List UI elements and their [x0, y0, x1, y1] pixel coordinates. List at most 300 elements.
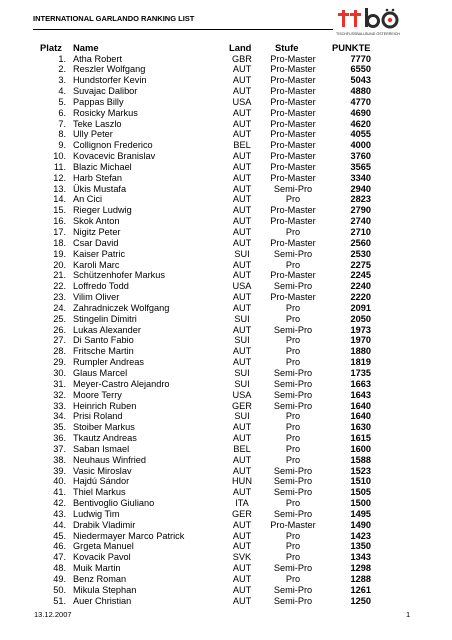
points-cell: 1505	[350, 487, 371, 498]
name-cell: Kovacevic Branislav	[73, 151, 156, 162]
level-cell: Pro	[285, 422, 301, 433]
document-title: INTERNATIONAL GARLANDO RANKING LIST	[33, 14, 195, 23]
table-row	[0, 422, 452, 433]
name-cell: Thiel Markus	[73, 487, 126, 498]
name-cell: Skok Anton	[73, 216, 120, 227]
table-row	[0, 476, 452, 487]
table-row	[0, 368, 452, 379]
level-cell: Pro	[285, 433, 301, 444]
name-cell: Zahradniczek Wolfgang	[73, 302, 170, 313]
points-cell: 1261	[350, 584, 371, 595]
rank-cell: 13.	[53, 183, 66, 194]
country-cell: AUT	[232, 346, 252, 357]
rank-cell: 6.	[58, 107, 66, 118]
level-cell: Pro-Master	[270, 129, 316, 140]
level-cell: Pro-Master	[270, 53, 316, 64]
name-cell: Vasic Miroslav	[73, 465, 132, 476]
name-cell: Vilim Oliver	[73, 292, 120, 303]
points-cell: 1423	[350, 530, 371, 541]
table-row	[0, 596, 452, 607]
level-cell: Semi-Pro	[273, 183, 313, 194]
country-cell: AUT	[232, 227, 252, 237]
points-cell: 1250	[350, 595, 371, 606]
rank-cell: 43.	[53, 508, 66, 519]
name-cell: Pappas Billy	[73, 96, 124, 107]
country-cell: AUT	[232, 270, 252, 281]
country-cell: AUT	[232, 107, 252, 118]
name-cell: Lukas Alexander	[73, 324, 141, 335]
rank-cell: 29.	[53, 357, 66, 368]
rank-cell: 12.	[53, 172, 66, 183]
rank-cell: 19.	[53, 248, 66, 259]
country-cell: AUT	[232, 172, 252, 183]
name-cell: Moore Terry	[73, 389, 122, 400]
country-cell: AUT	[232, 129, 252, 140]
table-row	[0, 487, 452, 498]
level-cell: Semi-Pro	[273, 248, 313, 259]
points-cell: 2091	[350, 302, 371, 313]
points-cell: 1600	[350, 443, 371, 454]
country-cell: SUI	[234, 367, 250, 378]
name-cell: Suvajac Dalibor	[73, 86, 138, 97]
rank-cell: 8.	[58, 129, 66, 140]
name-cell: Rieger Ludwig	[73, 205, 132, 216]
table-row	[0, 97, 452, 108]
name-cell: Heinrich Ruben	[73, 400, 137, 411]
table-row	[0, 86, 452, 97]
rank-cell: 20.	[53, 259, 66, 270]
table-row	[0, 162, 452, 173]
ranking-table	[0, 54, 452, 607]
level-cell: Pro-Master	[270, 205, 316, 216]
points-cell: 4690	[350, 107, 371, 118]
points-cell: 6550	[350, 64, 371, 75]
rank-cell: 40.	[53, 476, 66, 487]
country-cell: SUI	[234, 335, 250, 346]
country-cell: AUT	[232, 584, 252, 595]
name-cell: Tkautz Andreas	[73, 433, 137, 444]
table-row	[0, 184, 452, 195]
level-cell: Semi-Pro	[273, 508, 313, 519]
country-cell: AUT	[232, 86, 252, 97]
table-row	[0, 249, 452, 260]
name-cell: Glaus Marcel	[73, 367, 128, 378]
level-cell: Semi-Pro	[273, 476, 313, 487]
rank-cell: 46.	[53, 541, 66, 552]
country-cell: AUT	[232, 454, 252, 465]
country-cell: AUT	[232, 302, 252, 313]
name-cell: Teke Laszlo	[73, 118, 122, 129]
table-row	[0, 357, 452, 368]
rank-cell: 44.	[53, 519, 66, 530]
name-cell: Meyer-Castro Alejandro	[73, 378, 170, 389]
level-cell: Pro	[285, 313, 301, 324]
logo-subtext: TISCHFUSSBALLBUND ÖSTERREICH	[336, 32, 400, 36]
table-row	[0, 401, 452, 412]
level-cell: Semi-Pro	[273, 595, 313, 606]
level-cell: Pro	[285, 530, 301, 541]
rank-cell: 25.	[53, 313, 66, 324]
country-cell: SUI	[234, 313, 250, 324]
country-cell: AUT	[232, 595, 252, 606]
rank-cell: 31.	[53, 378, 66, 389]
country-cell: AUT	[232, 357, 252, 368]
points-cell: 2940	[350, 183, 371, 194]
name-cell: Rumpler Andreas	[73, 357, 144, 368]
level-cell: Pro	[285, 411, 301, 422]
rank-cell: 9.	[58, 140, 66, 151]
table-row	[0, 129, 452, 140]
name-cell: Kaiser Patric	[73, 248, 126, 259]
name-cell: Rosicky Markus	[73, 107, 138, 118]
points-cell: 1588	[350, 454, 371, 465]
logo-mark	[338, 8, 397, 27]
points-cell: 7770	[350, 53, 371, 64]
country-cell: SUI	[234, 378, 250, 389]
name-cell: Fritsche Martin	[73, 346, 134, 357]
rank-cell: 36.	[53, 433, 66, 444]
country-cell: GER	[232, 400, 252, 411]
points-cell: 1510	[350, 476, 371, 487]
points-cell: 1298	[350, 563, 371, 574]
name-cell: Saban Ismael	[73, 443, 130, 454]
name-cell: Niedermayer Marco Patrick	[73, 530, 185, 541]
country-cell: USA	[232, 96, 252, 107]
table-row	[0, 433, 452, 444]
rank-cell: 15.	[53, 205, 66, 216]
points-cell: 3340	[350, 172, 371, 183]
country-cell: SUI	[234, 411, 250, 422]
country-cell: AUT	[232, 519, 252, 530]
table-row	[0, 64, 452, 75]
country-cell: SUI	[234, 248, 250, 259]
level-cell: Pro	[285, 194, 301, 205]
country-cell: AUT	[232, 118, 252, 129]
level-cell: Semi-Pro	[273, 584, 313, 595]
level-cell: Pro	[285, 574, 301, 584]
level-cell: Pro-Master	[270, 64, 316, 75]
rank-cell: 51.	[53, 595, 66, 606]
country-cell: AUT	[232, 574, 252, 584]
points-cell: 1970	[350, 335, 371, 346]
points-cell: 4620	[350, 118, 371, 129]
points-cell: 2740	[350, 216, 371, 227]
name-cell: Bentivoglio Giuliano	[73, 498, 155, 509]
points-cell: 3760	[350, 151, 371, 162]
table-row	[0, 390, 452, 401]
name-cell: Prisi Roland	[73, 411, 123, 422]
level-cell: Semi-Pro	[273, 378, 313, 389]
rank-cell: 38.	[53, 454, 66, 465]
level-cell: Pro-Master	[270, 519, 316, 530]
table-row	[0, 563, 452, 574]
col-header-points: PUNKTE	[332, 42, 371, 53]
table-row	[0, 379, 452, 390]
points-cell: 2560	[350, 237, 371, 248]
rank-cell: 34.	[53, 411, 66, 422]
rank-cell: 42.	[53, 498, 66, 509]
table-row	[0, 552, 452, 563]
rank-cell: 18.	[53, 237, 66, 248]
table-row	[0, 227, 452, 238]
points-cell: 2275	[350, 259, 371, 270]
level-cell: Pro-Master	[270, 107, 316, 118]
name-cell: Muik Martin	[73, 563, 121, 574]
level-cell: Pro-Master	[270, 118, 316, 129]
name-cell: Neuhaus Winfried	[73, 454, 147, 465]
country-cell: BEL	[233, 140, 251, 151]
table-row	[0, 444, 452, 455]
name-cell: Csar David	[73, 237, 119, 248]
rank-cell: 22.	[53, 281, 66, 292]
country-cell: AUT	[232, 75, 252, 86]
level-cell: Pro-Master	[270, 151, 316, 162]
country-cell: AUT	[232, 205, 252, 216]
rank-cell: 17.	[53, 227, 66, 237]
level-cell: Pro	[285, 259, 301, 270]
col-header-country: Land	[229, 42, 252, 53]
table-row	[0, 509, 452, 520]
points-cell: 4880	[350, 86, 371, 97]
name-cell: Harb Stefan	[73, 172, 123, 183]
name-cell: Benz Roman	[73, 574, 127, 584]
rank-cell: 32.	[53, 389, 66, 400]
rank-cell: 2.	[58, 64, 66, 75]
rank-cell: 33.	[53, 400, 66, 411]
rank-cell: 39.	[53, 465, 66, 476]
table-row	[0, 238, 452, 249]
rank-cell: 35.	[53, 422, 66, 433]
country-cell: AUT	[232, 161, 252, 172]
level-cell: Pro-Master	[270, 270, 316, 281]
name-cell: Mikula Stephan	[73, 584, 137, 595]
rank-cell: 45.	[53, 530, 66, 541]
points-cell: 1880	[350, 346, 371, 357]
country-cell: GBR	[232, 53, 252, 64]
name-cell: Grgeta Manuel	[73, 541, 134, 552]
table-row	[0, 466, 452, 477]
table-row	[0, 119, 452, 130]
points-cell: 1640	[350, 411, 371, 422]
name-cell: Stingelin Dimitri	[73, 313, 137, 324]
rank-cell: 27.	[53, 335, 66, 346]
rank-cell: 14.	[53, 194, 66, 205]
points-cell: 5043	[350, 75, 371, 86]
name-cell: Ükis Mustafa	[73, 183, 127, 194]
level-cell: Semi-Pro	[273, 563, 313, 574]
level-cell: Semi-Pro	[273, 389, 313, 400]
footer-date: 13.12.2007	[34, 610, 72, 619]
name-cell: An Cici	[73, 194, 103, 205]
rank-cell: 16.	[53, 216, 66, 227]
name-cell: Karoli Marc	[73, 259, 120, 270]
col-header-rank: Platz	[40, 42, 62, 53]
level-cell: Pro-Master	[270, 140, 316, 151]
table-row	[0, 216, 452, 227]
name-cell: Reszler Wolfgang	[73, 64, 146, 75]
name-cell: Di Santo Fabio	[73, 335, 134, 346]
points-cell: 2245	[350, 270, 371, 281]
level-cell: Pro-Master	[270, 216, 316, 227]
name-cell: Auer Christian	[73, 595, 132, 606]
country-cell: AUT	[232, 487, 252, 498]
name-cell: Blazic Michael	[73, 161, 132, 172]
table-row	[0, 531, 452, 542]
tfboe-logo	[335, 4, 419, 38]
points-cell: 4055	[350, 129, 371, 140]
country-cell: GER	[232, 508, 252, 519]
level-cell: Semi-Pro	[273, 367, 313, 378]
rank-cell: 11.	[53, 161, 66, 172]
level-cell: Pro	[285, 227, 301, 237]
table-row	[0, 325, 452, 336]
name-cell: Drabik Vladimir	[73, 519, 136, 530]
country-cell: ITA	[235, 498, 249, 509]
table-row	[0, 303, 452, 314]
country-cell: AUT	[232, 433, 252, 444]
rank-cell: 5.	[58, 96, 66, 107]
table-row	[0, 108, 452, 119]
rank-cell: 49.	[53, 574, 66, 584]
points-cell: 3565	[350, 161, 371, 172]
table-row	[0, 346, 452, 357]
rank-cell: 1.	[58, 53, 66, 64]
table-row	[0, 75, 452, 86]
table-row	[0, 194, 452, 205]
country-cell: AUT	[232, 194, 252, 205]
points-cell: 1640	[350, 400, 371, 411]
points-cell: 4000	[350, 140, 371, 151]
country-cell: AUT	[232, 216, 252, 227]
points-cell: 4770	[350, 96, 371, 107]
points-cell: 2790	[350, 205, 371, 216]
country-cell: HUN	[232, 476, 252, 487]
rank-cell: 21.	[53, 270, 66, 281]
table-row	[0, 260, 452, 271]
points-cell: 1819	[350, 357, 371, 368]
level-cell: Pro	[285, 335, 301, 346]
table-row	[0, 411, 452, 422]
level-cell: Pro	[285, 443, 301, 454]
level-cell: Pro-Master	[270, 161, 316, 172]
points-cell: 2050	[350, 313, 371, 324]
country-cell: AUT	[232, 151, 252, 162]
level-cell: Semi-Pro	[273, 465, 313, 476]
rank-cell: 26.	[53, 324, 66, 335]
rank-cell: 28.	[53, 346, 66, 357]
table-row	[0, 205, 452, 216]
rank-cell: 48.	[53, 563, 66, 574]
points-cell: 1615	[350, 433, 371, 444]
col-header-level: Stufe	[275, 42, 299, 53]
points-cell: 1490	[350, 519, 371, 530]
points-cell: 1523	[350, 465, 371, 476]
level-cell: Pro	[285, 498, 301, 509]
country-cell: SVK	[232, 552, 252, 563]
name-cell: Ludwig Tim	[73, 508, 120, 519]
level-cell: Pro	[285, 552, 301, 563]
level-cell: Pro	[285, 302, 301, 313]
points-cell: 2530	[350, 248, 371, 259]
level-cell: Semi-Pro	[273, 324, 313, 335]
points-cell: 1500	[350, 498, 371, 509]
country-cell: AUT	[232, 292, 252, 303]
level-cell: Pro-Master	[270, 96, 316, 107]
level-cell: Pro-Master	[270, 86, 316, 97]
name-cell: Atha Robert	[73, 53, 123, 64]
points-cell: 1343	[350, 552, 371, 563]
rank-cell: 4.	[58, 86, 66, 97]
name-cell: Hajdú Sándor	[73, 476, 130, 487]
points-cell: 1350	[350, 541, 371, 552]
col-header-name: Name	[73, 42, 99, 53]
level-cell: Pro-Master	[270, 292, 316, 303]
table-row	[0, 574, 452, 585]
table-row	[0, 270, 452, 281]
points-cell: 1735	[350, 367, 371, 378]
points-cell: 1630	[350, 422, 371, 433]
level-cell: Pro-Master	[270, 75, 316, 86]
points-cell: 2220	[350, 292, 371, 303]
table-row	[0, 498, 452, 509]
level-cell: Pro	[285, 454, 301, 465]
country-cell: USA	[232, 389, 252, 400]
name-cell: Collignon Frederico	[73, 140, 153, 151]
level-cell: Pro	[285, 357, 301, 368]
rank-cell: 24.	[53, 302, 66, 313]
country-cell: AUT	[232, 324, 252, 335]
name-cell: Schützenhofer Markus	[73, 270, 165, 281]
country-cell: AUT	[232, 541, 252, 552]
points-cell: 1973	[350, 324, 371, 335]
level-cell: Pro-Master	[270, 237, 316, 248]
country-cell: AUT	[232, 183, 252, 194]
header-rule	[33, 29, 333, 30]
rank-cell: 47.	[53, 552, 66, 563]
name-cell: Kovacik Pavol	[73, 552, 131, 563]
table-row	[0, 455, 452, 466]
name-cell: Ully Peter	[73, 129, 113, 140]
country-cell: AUT	[232, 530, 252, 541]
table-row	[0, 54, 452, 65]
level-cell: Pro	[285, 346, 301, 357]
name-cell: Hundstorfer Kevin	[73, 75, 147, 86]
table-row	[0, 292, 452, 303]
rank-cell: 10.	[53, 151, 66, 162]
level-cell: Pro-Master	[270, 172, 316, 183]
country-cell: USA	[232, 281, 252, 292]
rank-cell: 50.	[53, 584, 66, 595]
rank-cell: 41.	[53, 487, 66, 498]
table-row	[0, 140, 452, 151]
country-cell: AUT	[232, 237, 252, 248]
table-row	[0, 173, 452, 184]
level-cell: Semi-Pro	[273, 400, 313, 411]
table-row	[0, 520, 452, 531]
rank-cell: 37.	[53, 443, 66, 454]
table-row	[0, 541, 452, 552]
points-cell: 1288	[350, 574, 371, 584]
name-cell: Loffredo Todd	[73, 281, 129, 292]
level-cell: Semi-Pro	[273, 281, 313, 292]
rank-cell: 23.	[53, 292, 66, 303]
points-cell: 2240	[350, 281, 371, 292]
level-cell: Semi-Pro	[273, 487, 313, 498]
table-row	[0, 585, 452, 596]
country-cell: AUT	[232, 422, 252, 433]
country-cell: AUT	[232, 259, 252, 270]
level-cell: Pro	[285, 541, 301, 552]
